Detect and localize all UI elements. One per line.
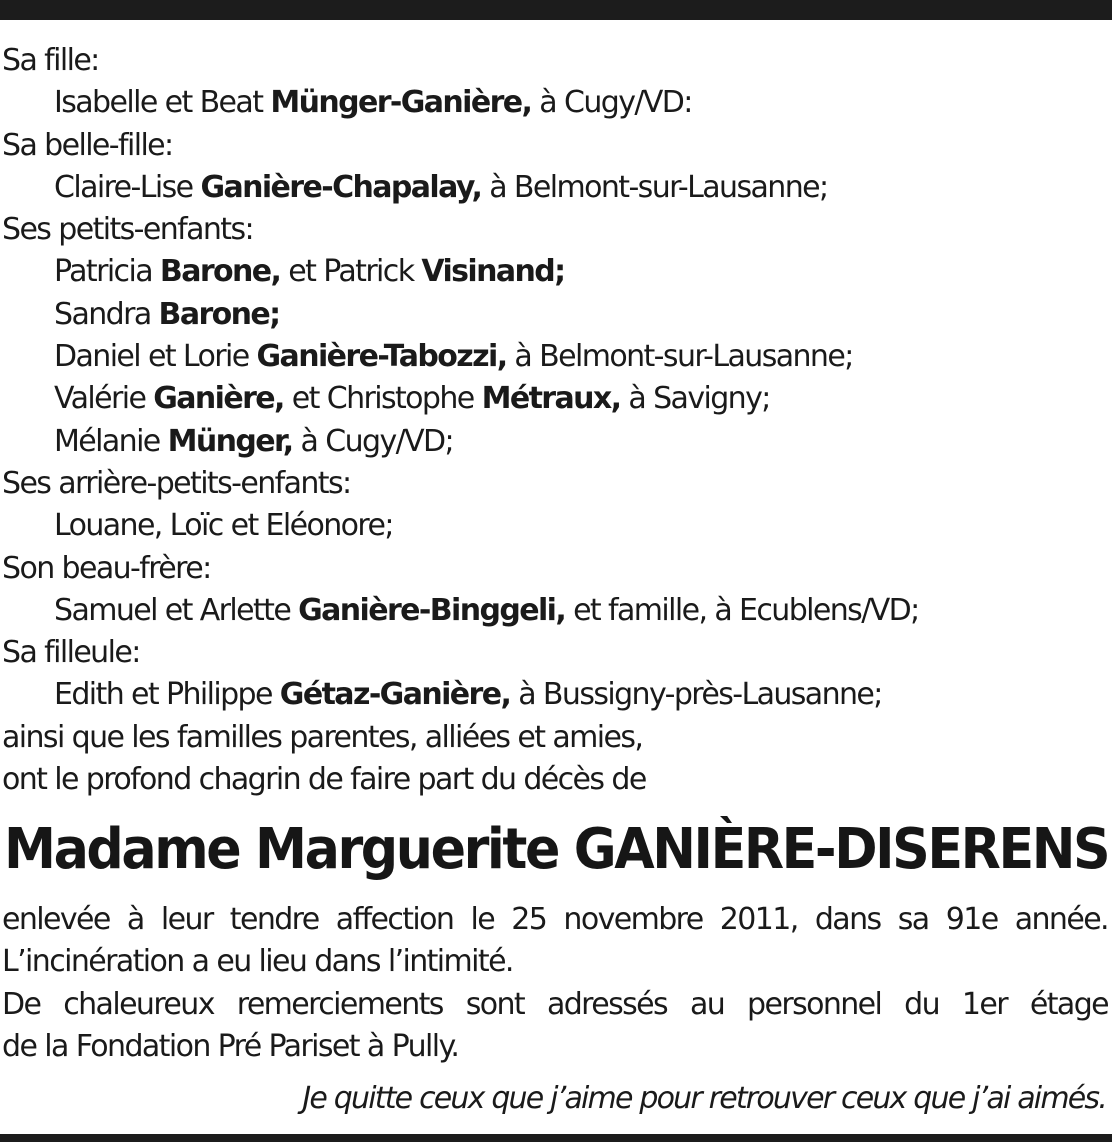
family-entry-petit-enfant bbox=[2, 421, 1108, 463]
extended-family-line: ainsi que les familles parentes, alliées et amies, bbox=[2, 719, 643, 755]
closing-line-2: L’incinération a eu lieu dans l’intimité. bbox=[2, 944, 513, 980]
entry-text: et Patrick bbox=[280, 254, 422, 290]
announcement-line: ont le profond chagrin de faire part du décès de bbox=[2, 762, 646, 798]
closing-text bbox=[2, 899, 1108, 1068]
relation-label-filleule: Sa filleule: bbox=[2, 635, 140, 671]
family-name: Münger, bbox=[167, 423, 293, 459]
family-name: Ganière-Binggeli, bbox=[298, 592, 566, 628]
family-entry-petit-enfant bbox=[2, 294, 1108, 336]
relation-label-fille: Sa fille: bbox=[2, 43, 99, 78]
relation-label-beau-frere: Son beau-frère: bbox=[2, 550, 211, 586]
entry-text: à Belmont-sur-Lausanne; bbox=[506, 339, 853, 375]
family-name: Barone, bbox=[159, 254, 281, 290]
family-name: Ganière-Chapalay, bbox=[200, 169, 482, 205]
entry-text: Daniel et Lorie bbox=[54, 339, 257, 375]
relation-label-petits-enfants: Ses petits-enfants: bbox=[2, 212, 254, 248]
family-name: Ganière-Tabozzi, bbox=[256, 339, 507, 375]
closing-line-4: de la Fondation Pré Pariset à Pully. bbox=[2, 1028, 459, 1064]
entry-text: Patricia bbox=[54, 254, 160, 290]
entry-text: Claire-Lise bbox=[54, 169, 201, 205]
entry-text: à Belmont-sur-Lausanne; bbox=[481, 169, 828, 205]
entry-text: à Savigny; bbox=[620, 381, 770, 417]
entry-text: Mélanie bbox=[54, 423, 168, 459]
relation-label-arriere-petits-enfants: Ses arrière-petits-enfants: bbox=[2, 465, 351, 501]
entry-text: Sandra bbox=[54, 296, 159, 332]
closing-line-3: De chaleureux remerciements sont adressés au personnel du 1er étage bbox=[2, 986, 1108, 1022]
closing-line-1: enlevée à leur tendre affection le 25 novembre 2011, dans sa 91e année. bbox=[2, 902, 1108, 937]
family-name: Gétaz-Ganière, bbox=[279, 677, 511, 713]
family-name: Ganière, bbox=[153, 381, 284, 417]
family-entry-belle-fille bbox=[2, 167, 1108, 209]
family-entry-filleule bbox=[2, 674, 1108, 716]
entry-text: à Cugy/VD; bbox=[292, 423, 454, 459]
entry-text: Isabelle et Beat bbox=[54, 85, 271, 121]
entry-text: et Christophe bbox=[283, 381, 482, 417]
family-name: Münger-Ganière, bbox=[270, 85, 532, 121]
bottom-rule bbox=[0, 1134, 1112, 1142]
family-name: Métraux, bbox=[481, 381, 621, 417]
family-entry-beau-frere bbox=[2, 590, 1108, 632]
entry-text: et famille, à Ecublens/VD; bbox=[565, 592, 919, 628]
top-rule bbox=[0, 0, 1112, 20]
relation-label-belle-fille: Sa belle-fille: bbox=[2, 127, 173, 163]
family-entry-fille bbox=[2, 82, 1108, 124]
family-entry-petit-enfant bbox=[2, 336, 1108, 378]
entry-text: Samuel et Arlette bbox=[54, 592, 299, 628]
family-name: Visinand; bbox=[421, 254, 565, 290]
entry-text: Edith et Philippe bbox=[54, 677, 280, 713]
entry-text: à Bussigny-près-Lausanne; bbox=[510, 677, 882, 713]
family-name: Barone; bbox=[158, 296, 280, 332]
family-entry-arriere-petits-enfants: Louane, Loïc et Eléonore; bbox=[54, 508, 393, 544]
entry-text: à Cugy/VD: bbox=[531, 85, 692, 121]
family-entry-petit-enfant bbox=[2, 378, 1108, 420]
family-entry-petit-enfant bbox=[2, 251, 1108, 293]
closing-quote: Je quitte ceux que j’aime pour retrouver ceux que j’ai aimés. bbox=[302, 1081, 1106, 1116]
family-list bbox=[2, 40, 1108, 801]
deceased-name: Madame Marguerite GANIÈRE-DISERENS bbox=[4, 817, 1109, 882]
entry-text: Valérie bbox=[54, 381, 154, 417]
